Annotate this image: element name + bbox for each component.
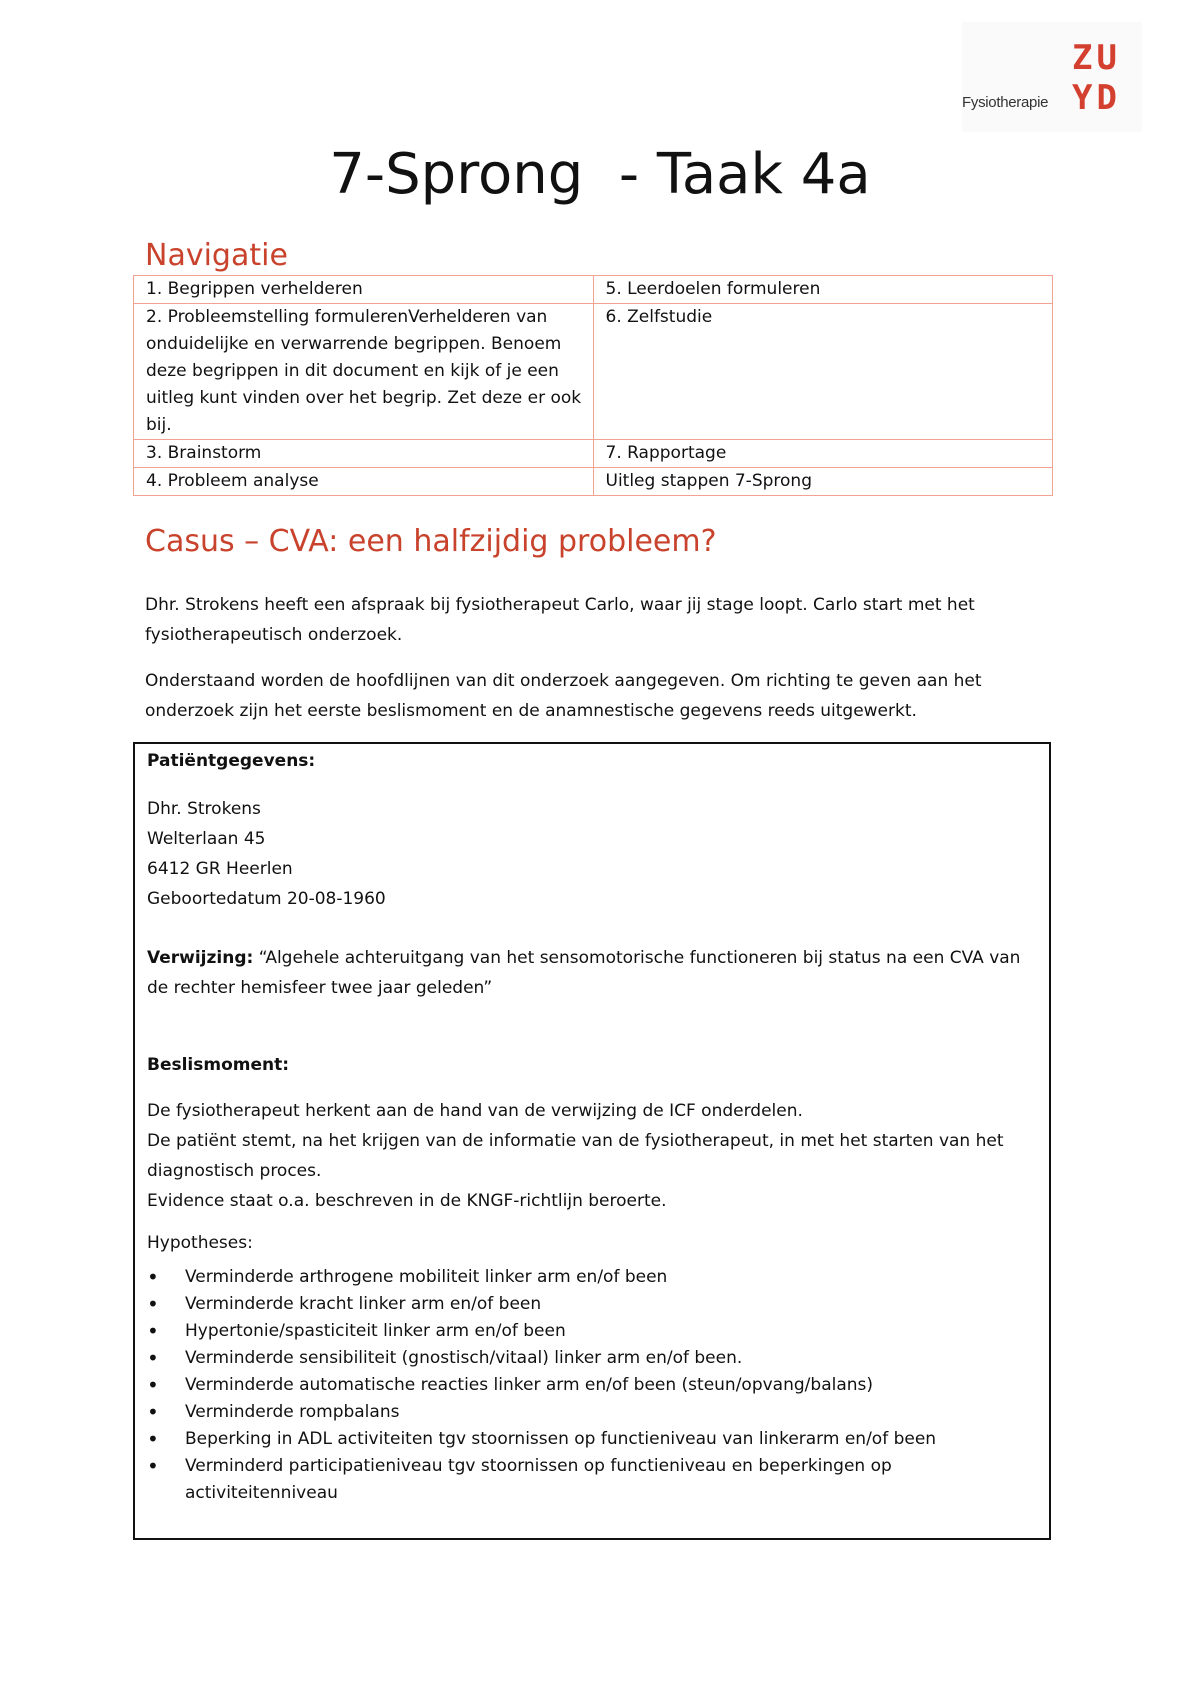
logo-letters-bottom: YD [1072,78,1121,118]
nav-row [134,440,1053,468]
patient-name: Dhr. Strokens [147,799,261,819]
nav-link-brainstorm[interactable]: 3. Brainstorm [134,440,594,468]
nav-link-probleem-analyse[interactable]: 4. Probleem analyse [134,468,594,496]
nav-link-uitleg-stappen[interactable]: Uitleg stappen 7-Sprong [593,468,1053,496]
zuyd-logo [962,22,1142,132]
nav-link-begrippen[interactable]: 1. Begrippen verhelderen [134,276,594,304]
referral [147,943,1037,1003]
list-item: • Hypertonie/spasticiteit linker arm en/of been [147,1318,1027,1345]
nav-link-probleemstelling[interactable]: 2. Probleemstelling formulerenVerhelderen van onduidelijke en verwarrende begrippen. Benoem deze begrippen in dit document en kijk of je een uitleg kunt vinden over het begrip. Zet deze er ook bij. [134,304,594,440]
list-item: • Verminderde arthrogene mobiliteit linker arm en/of been [147,1264,1027,1291]
list-item: • Verminderde rompbalans [147,1399,1027,1426]
decision-heading: Beslismoment: [147,1055,290,1075]
nav-link-zelfstudie[interactable]: 6. Zelfstudie [593,304,1053,440]
nav-row [134,304,1053,440]
decision-line-3: Evidence staat o.a. beschreven in de KNGF-richtlijn beroerte. [147,1191,667,1211]
patient-box [133,742,1051,1540]
navigation-heading: Navigatie [145,238,288,273]
casus-heading: Casus – CVA: een halfzijdig probleem? [145,524,717,559]
referral-label: Verwijzing: [147,948,254,968]
logo-subtitle: Fysiotherapie [962,94,1049,111]
nav-link-rapportage[interactable]: 7. Rapportage [593,440,1053,468]
decision-line-2: De patiënt stemt, na het krijgen van de informatie van de fysiotherapeut, in met het starten van het diagnostisch proces. [147,1131,1004,1181]
patient-heading: Patiëntgegevens: [147,751,316,771]
nav-row [134,276,1053,304]
referral-text: “Algehele achteruitgang van het sensomotorische functioneren bij status na een CVA van de rechter hemisfeer twee jaar geleden” [147,948,1021,998]
hypotheses-list [147,1264,1027,1507]
page-title: 7-Sprong - Taak 4a [329,142,871,207]
logo-letters-top: ZU [1072,38,1121,78]
list-item: • Beperking in ADL activiteiten tgv stoornissen op functieniveau van linkerarm en/of been [147,1426,1027,1453]
patient-street: Welterlaan 45 [147,829,266,849]
list-item: • Verminderde automatische reacties linker arm en/of been (steun/opvang/balans) [147,1372,1027,1399]
list-item: • Verminderde kracht linker arm en/of been [147,1291,1027,1318]
hypotheses-heading: Hypotheses: [147,1233,253,1253]
patient-birthdate: Geboortedatum 20-08-1960 [147,889,386,909]
list-item: • Verminderde sensibiliteit (gnostisch/vitaal) linker arm en/of been. [147,1345,1027,1372]
nav-row [134,468,1053,496]
casus-paragraph-1: Dhr. Strokens heeft een afspraak bij fysiotherapeut Carlo, waar jij stage loopt. Carlo start met het fysiotherapeutisch onderzoek. [145,595,975,645]
casus-paragraph-2: Onderstaand worden de hoofdlijnen van dit onderzoek aangegeven. Om richting te geven aan het onderzoek zijn het eerste beslismoment en de anamnestische gegevens reeds uitgewerkt. [145,671,982,721]
list-item: • Verminderd participatieniveau tgv stoornissen op functieniveau en beperkingen op activiteitenniveau [147,1453,1027,1507]
decision-line-1: De fysiotherapeut herkent aan de hand van de verwijzing de ICF onderdelen. [147,1101,803,1121]
navigation-table [133,275,1053,496]
patient-city: 6412 GR Heerlen [147,859,293,879]
nav-link-leerdoelen[interactable]: 5. Leerdoelen formuleren [593,276,1053,304]
